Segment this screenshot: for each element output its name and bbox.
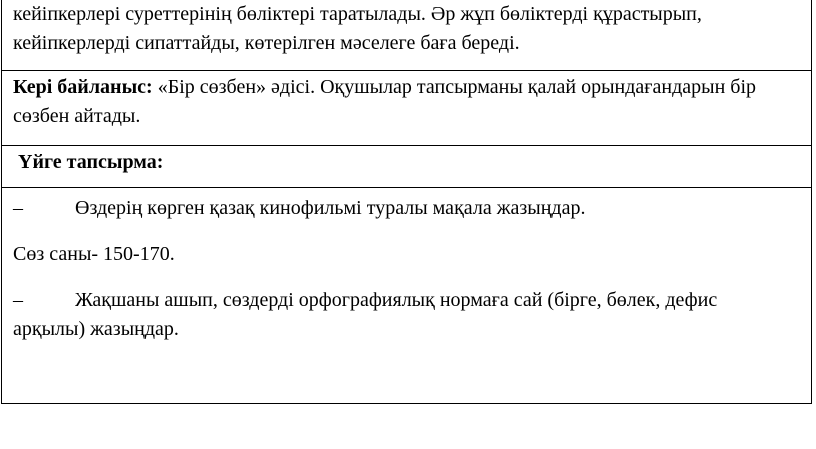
- table-row-feedback: [1, 71, 812, 146]
- activity-text-line-2: кейіпкерлерді сипаттайды, көтерілген мәселеге баға береді.: [13, 32, 520, 54]
- homework-task-2: [13, 286, 801, 315]
- task-2-dash: –: [13, 289, 23, 311]
- activity-text-line-1: кейіпкерлері суреттерінің бөліктері таратылады. Әр жұп бөліктерді құрастырып,: [13, 3, 702, 25]
- feedback-line-1: [13, 73, 801, 102]
- feedback-label: Кері байланыс:: [13, 76, 153, 98]
- table-row-homework-tasks: [1, 188, 812, 404]
- task-1-dash: –: [13, 197, 23, 219]
- task-2-text-line-1: Жақшаны ашып, сөздерді орфографиялық нормаға сай (бірге, бөлек, дефис: [75, 289, 718, 311]
- lesson-plan-table: [1, 0, 812, 404]
- table-row-homework-heading: [1, 146, 812, 188]
- feedback-text: «Бір сөзбен» әдісі. Оқушылар тапсырманы қалай орындағандарын бір: [152, 76, 757, 98]
- homework-heading: Үйге тапсырма:: [18, 151, 164, 173]
- table-row-activity-description: [1, 0, 812, 71]
- task-1-text: Өздерің көрген қазақ кинофильмі туралы мақала жазыңдар.: [75, 197, 586, 219]
- feedback-line-2: сөзбен айтады.: [13, 105, 141, 127]
- word-count-requirement: Сөз саны- 150-170.: [13, 243, 175, 265]
- homework-task-1: [13, 194, 801, 223]
- task-2-text-line-2: арқылы) жазыңдар.: [13, 318, 179, 340]
